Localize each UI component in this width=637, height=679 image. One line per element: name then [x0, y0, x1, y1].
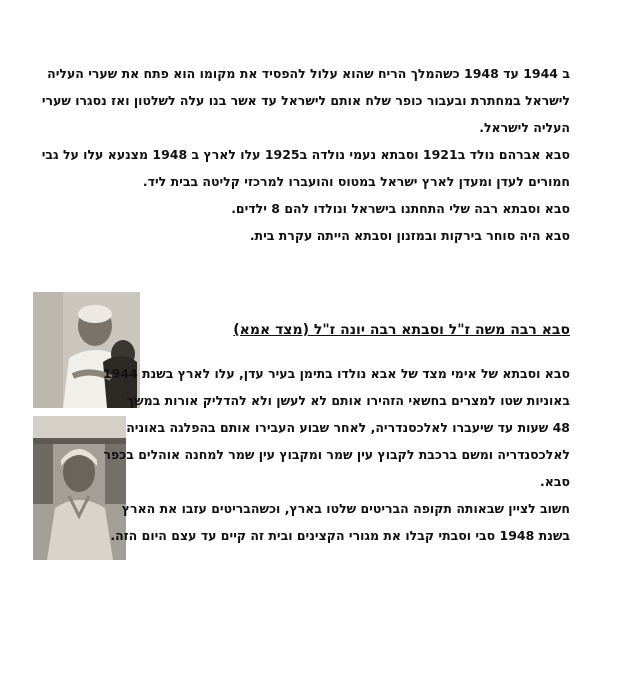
- section-line-2: באוניות שטו למצרים בחשאי הזהירו אותם לא לעשן ולא להדליק אורות במשך: [126, 393, 570, 408]
- intro-line-3: העליה לישראל.: [479, 120, 570, 135]
- intro-line-2: לישראל במחתרת ובעבור כופר שלח אותם לישראל עד אשר בנו עלה לשלטון ואז נסגרו שערי: [41, 93, 570, 108]
- grandfather-photo: [33, 292, 140, 408]
- intro-line-6: סבא וסבתא רבה שלי התחתנו בישראל ונולדו להם 8 ילדים.: [231, 201, 570, 216]
- section-line-1: סבא וסבתא של אימי מצד של אבא נולדו בתימן בעיר עדן, עלו לארץ בשנת 1944: [102, 366, 570, 381]
- grandfather-photo-image: [33, 292, 140, 408]
- intro-line-5: חמורים לעדן ומעדן לארץ ישראל במטוס והועברו למרכזי קליטה בבית ליד.: [142, 174, 570, 189]
- intro-line-1: ב 1944 עד 1948 כשהמלך הריח שהוא עלול להפסיד את מקומו הוא פתח את שערי העליה: [47, 66, 570, 81]
- section-line-7: בשנת 1948 סבי וסבתי קבלו את מגורי הקצינים ובית זה קיים עד עצם היום הזה.: [110, 528, 570, 543]
- intro-line-7: סבא היה סוחר בירקות ובמזנון וסבתא הייתה עקרת בית.: [249, 228, 570, 243]
- section-line-3: 48 שעות עד שיעברו לאלכסנדריה, לאחר שבוע העבירו אותם בהפלגה באוניה: [126, 420, 570, 435]
- section-line-4: לאלכסנדריה ומשם ברכבת לקבוץ עין שמר ומקבוץ עין שמר למחנה אוהלים בכפר: [103, 447, 570, 462]
- section-line-5: סבא.: [540, 474, 570, 489]
- section-title: סבא רבה משה ז"ל וסבתא רבה יונה ז"ל (מצד אמא): [233, 322, 570, 338]
- intro-paragraph: [41, 60, 570, 249]
- section-paragraph: [102, 360, 570, 549]
- intro-line-4: סבא אברהם נולד ב1921 וסבתא נעמי נולדה ב1925 עלו לארץ ב 1948 מצנעא עלו על גבי: [41, 147, 570, 162]
- section-line-6: חשוב לציין שבאותה תקופה הבריטים שלטו בארץ, וכשהבריטים עזבו את הארץ: [121, 501, 570, 516]
